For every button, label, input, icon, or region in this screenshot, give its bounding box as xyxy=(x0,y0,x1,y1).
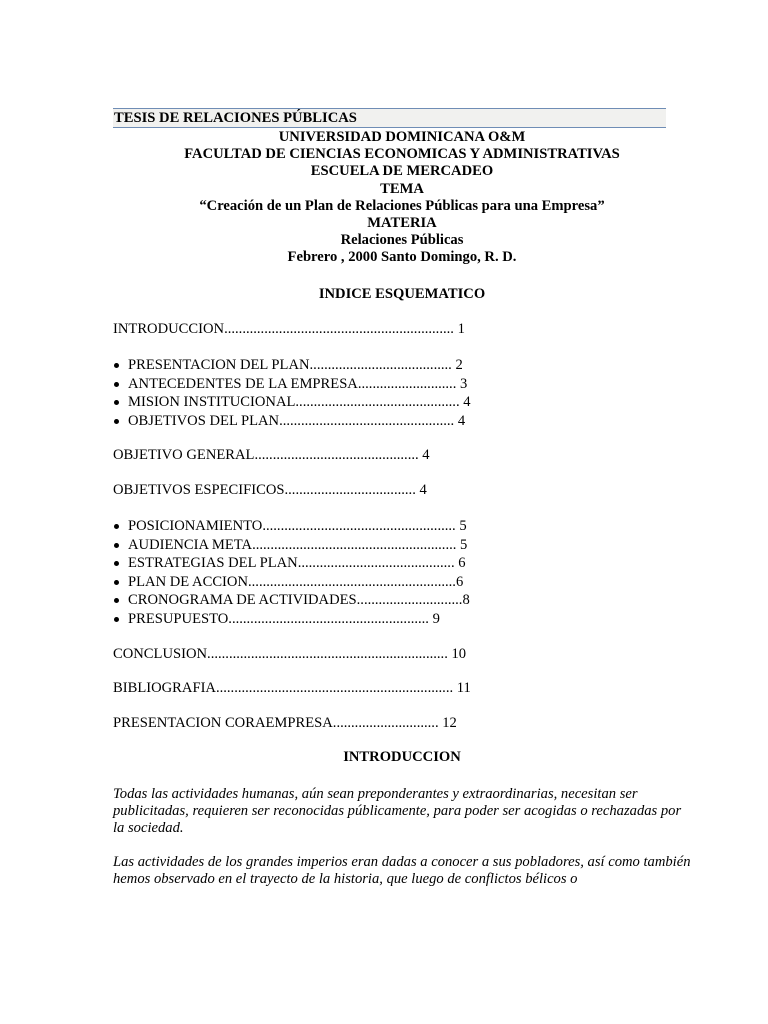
bullet-icon xyxy=(114,543,119,548)
bullet-icon xyxy=(114,400,119,405)
toc-bullet-item xyxy=(113,573,470,592)
toc-item-label: CRONOGRAMA DE ACTIVIDADES.............................8 xyxy=(128,592,470,609)
toc-item-label: PRESENTACION DEL PLAN....................................... 2 xyxy=(128,357,463,373)
intro-title: INTRODUCCION xyxy=(343,749,461,765)
toc-objetivo-general: OBJETIVO GENERAL............................................. 4 xyxy=(113,447,430,463)
toc-item-label: PLAN DE ACCION.........................................................6 xyxy=(128,573,464,590)
materia-value: Relaciones Públicas xyxy=(340,232,464,249)
toc-bullet-item xyxy=(113,591,470,610)
bullet-icon xyxy=(114,524,119,529)
toc-item-label: ESTRATEGIAS DEL PLAN........................................... 6 xyxy=(128,555,466,572)
toc-bullet-item xyxy=(113,412,471,431)
bullet-icon xyxy=(114,419,119,424)
university-name: UNIVERSIDAD DOMINICANA O&M xyxy=(278,129,526,145)
index-title: INDICE ESQUEMATICO xyxy=(318,286,486,302)
toc-item-label: AUDIENCIA META........................................................ 5 xyxy=(128,536,468,553)
toc-item-label: MISION INSTITUCIONAL............................................. 4 xyxy=(128,394,471,411)
intro-paragraph: Todas las actividades humanas, aún sean preponderantes y extraordinarias, necesitan ser publicitadas, requieren ser reconocidas públicamente, para poder ser acogidas o rechazadas por la sociedad. xyxy=(113,786,682,836)
toc-conclusion: CONCLUSION.................................................................. 10 xyxy=(113,646,467,662)
document-title-bar: TESIS DE RELACIONES PÚBLICAS xyxy=(113,108,666,128)
toc-item-label: POSICIONAMIENTO..................................................... 5 xyxy=(128,518,467,534)
thesis-header xyxy=(113,129,691,267)
toc-item-label: ANTECEDENTES DE LA EMPRESA........................... 3 xyxy=(128,375,468,392)
bullet-icon xyxy=(114,561,119,566)
tema-value: “Creación de un Plan de Relaciones Públicas para una Empresa” xyxy=(199,197,605,214)
bullet-icon xyxy=(114,598,119,603)
toc-bullet-item xyxy=(113,356,471,375)
date-place: Febrero , 2000 Santo Domingo, R. D. xyxy=(287,249,517,266)
bullet-icon xyxy=(114,363,119,368)
bullet-icon xyxy=(114,580,119,585)
toc-bullet-item xyxy=(113,517,470,536)
intro-paragraph: Las actividades de los grandes imperios eran dadas a conocer a sus pobladores, así como también hemos observado en el trayecto de la historia, que luego de conflictos bélicos o xyxy=(113,854,691,887)
toc-group-2 xyxy=(113,517,470,629)
toc-bullet-item xyxy=(113,375,471,394)
toc-bibliografia: BIBLIOGRAFIA................................................................. 11 xyxy=(113,680,471,696)
toc-item-label: OBJETIVOS DEL PLAN................................................ 4 xyxy=(128,412,466,429)
bullet-icon xyxy=(114,382,119,387)
bullet-icon xyxy=(114,617,119,622)
toc-bullet-item xyxy=(113,393,471,412)
toc-group-1 xyxy=(113,356,471,430)
toc-item-label: PRESUPUESTO....................................................... 9 xyxy=(128,610,440,627)
toc-presentacion-coraempresa: PRESENTACION CORAEMPRESA............................. 12 xyxy=(113,715,457,731)
toc-bullet-item xyxy=(113,610,470,629)
faculty-name: FACULTAD DE CIENCIAS ECONOMICAS Y ADMINISTRATIVAS xyxy=(184,146,620,163)
toc-bullet-item xyxy=(113,536,470,555)
toc-bullet-item xyxy=(113,554,470,573)
school-name: ESCUELA DE MERCADEO xyxy=(310,163,494,180)
toc-introduccion: INTRODUCCION............................................................... 1 xyxy=(113,321,465,337)
toc-objetivos-especificos: OBJETIVOS ESPECIFICOS.................................... 4 xyxy=(113,482,427,498)
materia-label: MATERIA xyxy=(367,214,437,231)
tema-label: TEMA xyxy=(380,180,424,197)
